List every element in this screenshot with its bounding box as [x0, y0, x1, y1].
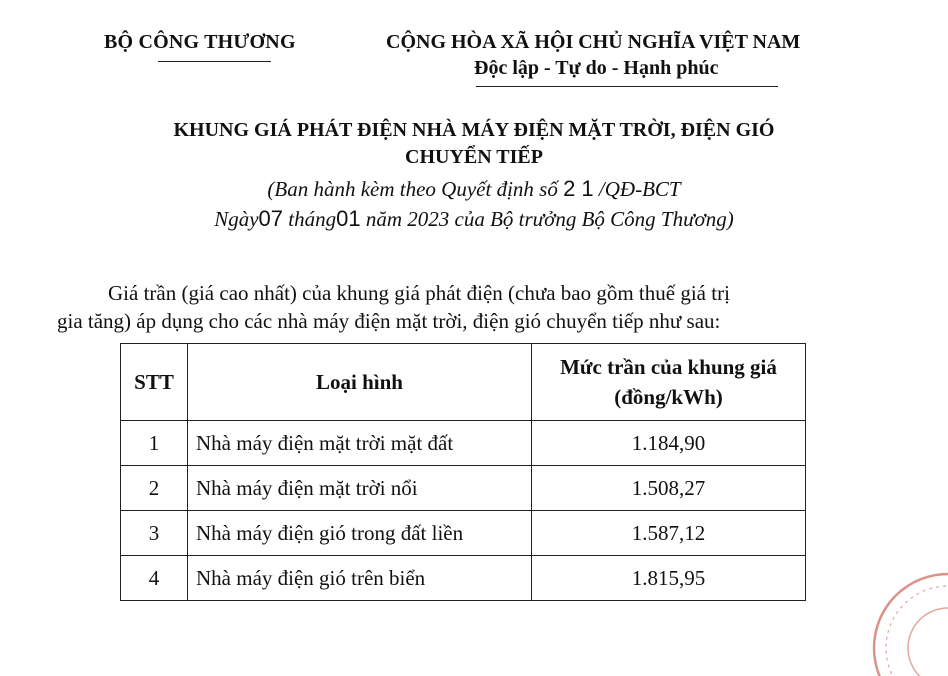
- day-label: Ngày: [214, 207, 259, 231]
- table-row: [121, 511, 806, 556]
- intro-paragraph-line-1: Giá trần (giá cao nhất) của khung giá phát điện (chưa bao gồm thuế giá trị: [108, 281, 730, 305]
- row-stt: 3: [121, 511, 188, 556]
- date-rest: năm 2023 của Bộ trưởng Bộ Công Thương): [360, 207, 734, 231]
- decision-prefix: (Ban hành kèm theo Quyết định số: [267, 177, 564, 201]
- row-type: Nhà máy điện mặt trời mặt đất: [188, 421, 532, 466]
- decision-suffix: /QĐ-BCT: [593, 177, 681, 201]
- day-value: 07: [258, 206, 284, 231]
- header-price-line-2: (đồng/kWh): [614, 385, 723, 409]
- document-title-line-1: KHUNG GIÁ PHÁT ĐIỆN NHÀ MÁY ĐIỆN MẶT TRỜI, ĐIỆN GIÓ: [173, 119, 775, 141]
- row-type: Nhà máy điện gió trong đất liền: [188, 511, 532, 556]
- table-row: [121, 466, 806, 511]
- decision-number: 2 1: [563, 176, 594, 201]
- agency-name: BỘ CÔNG THƯƠNG: [104, 31, 296, 53]
- decision-reference: [0, 176, 948, 202]
- row-type: Nhà máy điện mặt trời nổi: [188, 466, 532, 511]
- row-type: Nhà máy điện gió trên biển: [188, 556, 532, 601]
- price-ceiling-table: [120, 343, 806, 601]
- motto-underline: [476, 86, 778, 87]
- row-price: 1.815,95: [532, 556, 806, 601]
- row-stt: 2: [121, 466, 188, 511]
- row-price: 1.184,90: [532, 421, 806, 466]
- table-header-row: [121, 344, 806, 421]
- table-row: [121, 556, 806, 601]
- header-price-line-1: Mức trần của khung giá: [560, 355, 777, 379]
- row-stt: 1: [121, 421, 188, 466]
- intro-paragraph-line-2: gia tăng) áp dụng cho các nhà máy điện mặt trời, điện gió chuyển tiếp như sau:: [57, 309, 721, 333]
- agency-underline: [158, 61, 271, 62]
- decision-date: [0, 206, 948, 232]
- document-title-line-2: CHUYỂN TIẾP: [405, 146, 543, 168]
- national-motto: Độc lập - Tự do - Hạnh phúc: [474, 57, 719, 79]
- row-price: 1.587,12: [532, 511, 806, 556]
- official-seal-icon: [866, 566, 948, 676]
- row-price: 1.508,27: [532, 466, 806, 511]
- table-row: [121, 421, 806, 466]
- header-type: Loại hình: [188, 344, 532, 421]
- republic-name: CỘNG HÒA XÃ HỘI CHỦ NGHĨA VIỆT NAM: [386, 31, 801, 53]
- header-price: [532, 344, 806, 421]
- header-stt: STT: [121, 344, 188, 421]
- month-value: 01: [336, 206, 361, 231]
- row-stt: 4: [121, 556, 188, 601]
- month-label: tháng: [288, 207, 337, 231]
